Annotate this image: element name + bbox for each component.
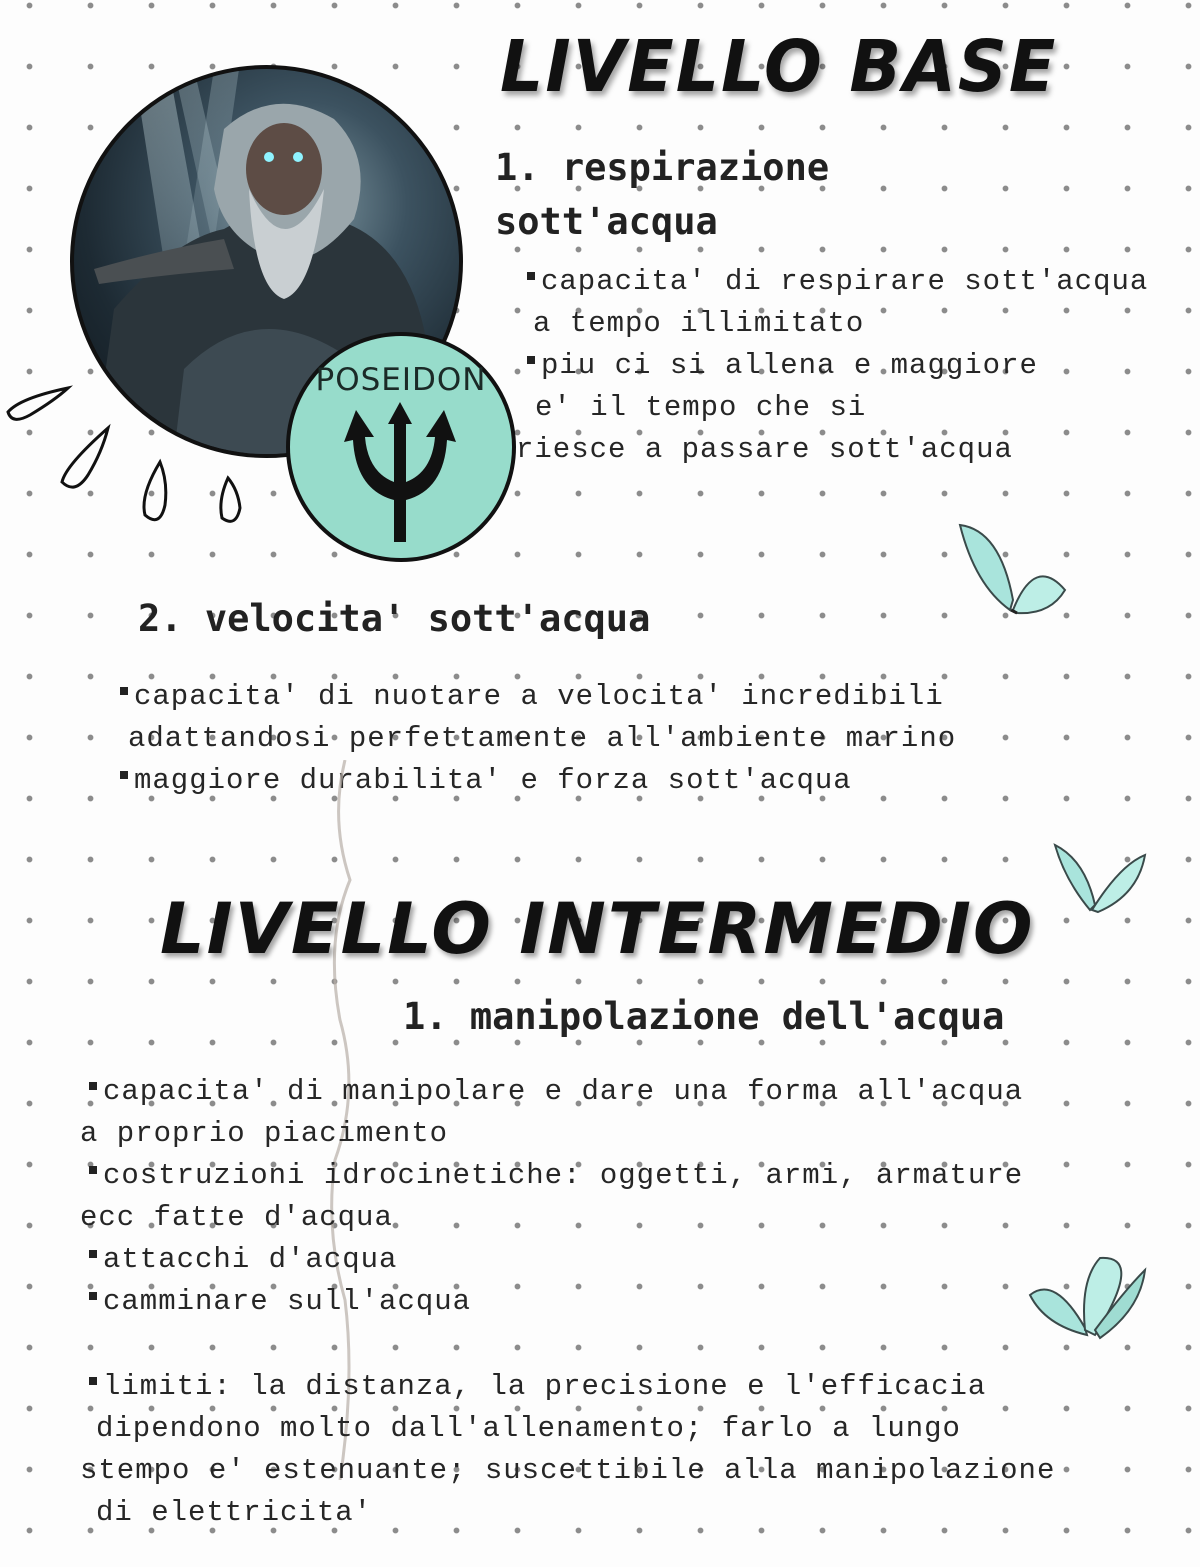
limits-line-4: di elettricita' <box>96 1496 373 1529</box>
breathing-line-1: capacita' di respirare sott'acqua <box>527 265 1148 298</box>
droplets-decoration <box>0 370 260 540</box>
manipulation-line-2: a proprio piacimento <box>80 1117 449 1150</box>
breathing-line-3: piu ci si allena e maggiore <box>527 349 1038 382</box>
breathing-line-4: e' il tempo che si <box>535 391 867 424</box>
limits-line-2: dipendono molto dall'allenamento; farlo a lungo <box>96 1412 961 1445</box>
skill-breathing-title-line1: 1. respirazione <box>495 146 830 189</box>
limits-line-1: limiti: la distanza, la precisione e l'efficacia <box>89 1370 986 1403</box>
limits-line-3: stempo e' estenuante; suscettibile alla manipolazione <box>80 1454 1056 1487</box>
butterfly-icon <box>955 515 1070 625</box>
badge-label: POSEIDON <box>315 362 487 398</box>
manipulation-line-6: camminare sull'acqua <box>89 1285 471 1318</box>
skill-water-manipulation-title: 1. manipolazione dell'acqua <box>403 995 1005 1038</box>
manipulation-line-4: ecc fatte d'acqua <box>80 1201 393 1234</box>
speed-line-1: capacita' di nuotare a velocita' incredibili <box>120 680 944 713</box>
breathing-line-2: a tempo illimitato <box>533 307 865 340</box>
trident-icon <box>340 402 460 542</box>
skill-breathing-title-line2: sott'acqua <box>495 200 718 243</box>
speed-line-3: maggiore durabilita' e forza sott'acqua <box>120 764 852 797</box>
title-livello-base: LIVELLO BASE <box>500 26 1058 109</box>
manipulation-line-5: attacchi d'acqua <box>89 1243 397 1276</box>
speed-line-2: adattandosi perfettamente all'ambiente marino <box>128 722 957 755</box>
manipulation-line-1: capacita' di manipolare e dare una forma all'acqua <box>89 1075 1023 1108</box>
manipulation-line-3: costruzioni idrocinetiche: oggetti, armi, armature <box>89 1159 1023 1192</box>
title-livello-intermedio: LIVELLO INTERMEDIO <box>160 888 1035 970</box>
poseidon-badge <box>286 332 516 562</box>
skill-speed-title: 2. velocita' sott'acqua <box>138 597 651 640</box>
butterfly-icon <box>1050 840 1150 925</box>
butterfly-icon <box>1025 1250 1150 1345</box>
breathing-line-5: riesce a passare sott'acqua <box>516 433 1013 466</box>
